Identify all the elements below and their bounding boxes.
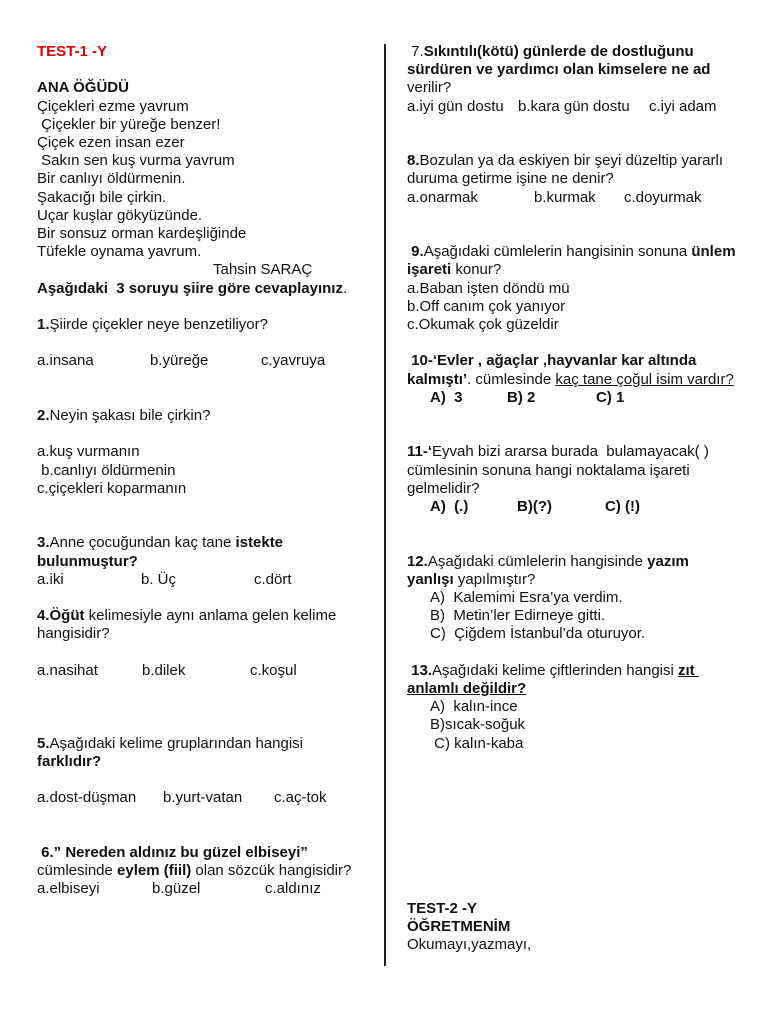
test2-section bbox=[407, 900, 747, 955]
question-4: 4.Öğüt kelimesiyle aynı anlama gelen kelime bbox=[37, 607, 337, 625]
question-8-options bbox=[407, 189, 747, 207]
option-c[interactable]: c.yavruya bbox=[261, 352, 326, 370]
question-3-options bbox=[37, 571, 372, 589]
option-b[interactable]: b.canlıyı öldürmenin bbox=[37, 461, 176, 479]
poem-line: Uçar kuşlar gökyüzünde. bbox=[37, 206, 203, 224]
option-c[interactable]: c.Okumak çok güzeldir bbox=[407, 315, 559, 333]
option-b[interactable]: b.dilek bbox=[142, 661, 186, 679]
question-9: 9.Aşağıdaki cümlelerin hangisinin sonuna ünlem bbox=[407, 243, 736, 261]
question-6: 6.” Nereden aldınız bu güzel elbiseyi” bbox=[37, 843, 308, 861]
left-column: TEST-1 -Y ANA ÖĞÜDÜ Çiçekleri ezme yavrum Çiçekler bir yüreğe benzer! Çiçek ezen insan ezer Sakın sen kuş vurma yavrum Bir canlıyı öldürmenin. Şakacığı bile çirkin. Uçar kuşlar gökyüzünde. Bir sonsuz orman kardeşliğinde Tüfekle oynama yavrum. Tahsin SARAÇ Aşağıdaki 3 soruyu şiire göre cevaplayınız. 1.Şiirde çiçekler neye benzetiliyor? a.insana b.yüreğe c.yavruya 2.Neyin şakası bile çirkin? a.kuş vurmanın b.canlıyı öldürmenin c.çiçekleri koparmanın 3.Anne çocuğundan kaç tane istekte bulunmuştur? a.iki b. Üç c.dört 4.Öğüt kelimesiyle aynı anlama gelen kelime hangisidir? a.nasihat b.dilek c.koşul 5.Aşağıdaki kelime gruplarından hangisi farklıdır? a.dost-düşman b.yurt-vatan c.aç-tok 6.” Nereden aldınız bu güzel elbiseyi” cümlesinde eylem (fiil) olan sözcük hangisidir? a.elbiseyi b.güzel c.aldınız bbox=[37, 43, 372, 898]
test2-poem-title: ÖĞRETMENİM bbox=[407, 918, 511, 936]
poem-line: Çiçekleri ezme yavrum bbox=[37, 97, 189, 115]
option-b[interactable]: b.yüreğe bbox=[150, 352, 209, 370]
question-12: 12.Aşağıdaki cümlelerin hangisinde yazım bbox=[407, 552, 689, 570]
question-6-options bbox=[37, 880, 372, 898]
poem-line: Bir sonsuz orman kardeşliğinde bbox=[37, 225, 247, 243]
question-5: 5.Aşağıdaki kelime gruplarından hangisi bbox=[37, 734, 303, 752]
option-c[interactable]: c.çiçekleri koparmanın bbox=[37, 479, 187, 497]
question-3: 3.Anne çocuğundan kaç tane istekte bbox=[37, 534, 284, 552]
option-a[interactable]: a.onarmak bbox=[407, 188, 478, 206]
option-c[interactable]: c.aldınız bbox=[265, 880, 321, 898]
test2-first-line: Okumayı,yazmayı, bbox=[407, 936, 532, 954]
column-divider bbox=[384, 44, 386, 966]
question-10-options bbox=[407, 389, 747, 407]
option-a[interactable]: a.kuş vurmanın bbox=[37, 443, 140, 461]
option-a[interactable]: A) (.) bbox=[430, 497, 469, 515]
option-c[interactable]: C) 1 bbox=[596, 388, 625, 406]
question-2: 2.Neyin şakası bile çirkin? bbox=[37, 406, 211, 424]
test1-title: TEST-1 -Y bbox=[37, 43, 108, 60]
option-a[interactable]: a.dost-düşman bbox=[37, 789, 137, 807]
test2-title: TEST-2 -Y bbox=[407, 900, 478, 917]
option-b[interactable]: b. Üç bbox=[141, 570, 177, 588]
option-c[interactable]: c.dört bbox=[254, 570, 292, 588]
poem-title: ANA ÖĞÜDÜ bbox=[37, 79, 129, 97]
option-c[interactable]: c.koşul bbox=[250, 661, 297, 679]
poem-line: Sakın sen kuş vurma yavrum bbox=[37, 152, 235, 170]
option-b[interactable]: b.yurt-vatan bbox=[163, 789, 243, 807]
option-a[interactable]: A) kalın-ince bbox=[430, 698, 518, 716]
poem-line: Şakacığı bile çirkin. bbox=[37, 188, 167, 206]
question-1-options bbox=[37, 352, 372, 370]
option-b[interactable]: B)(?) bbox=[517, 497, 552, 515]
poem-line: Tüfekle oynama yavrum. bbox=[37, 243, 202, 261]
question-11: 11-‘Eyvah bizi ararsa burada bulamayacak( ) bbox=[407, 443, 709, 461]
option-b[interactable]: b.kurmak bbox=[534, 188, 596, 206]
option-c[interactable]: C) (!) bbox=[605, 497, 640, 515]
option-b[interactable]: b.güzel bbox=[152, 880, 201, 898]
option-b[interactable]: b.Off canım çok yanıyor bbox=[407, 297, 566, 315]
question-11-options bbox=[407, 498, 747, 516]
option-a[interactable]: a.elbiseyi bbox=[37, 880, 100, 898]
option-a[interactable]: a.Baban işten döndü mü bbox=[407, 279, 570, 297]
option-b[interactable]: B) Metin’ler Edirneye gitti. bbox=[430, 607, 606, 625]
option-a[interactable]: A) Kalemimi Esra’ya verdim. bbox=[430, 588, 623, 606]
question-5-options bbox=[37, 789, 372, 807]
question-8: 8.Bozulan ya da eskiyen bir şeyi düzeltip yararlı bbox=[407, 152, 724, 170]
option-c[interactable]: C) Çiğdem İstanbul’da oturuyor. bbox=[430, 625, 646, 643]
question-7: 7.Sıkıntılı(kötü) günlerde de dostluğunu bbox=[407, 43, 694, 60]
poem-line: Çiçekler bir yüreğe benzer! bbox=[37, 115, 221, 133]
option-c[interactable]: C) kalın-kaba bbox=[430, 734, 524, 752]
right-column: 7.Sıkıntılı(kötü) günlerde de dostluğunu sürdüren ve yardımcı olan kimselere ne ad verilir? a.iyi gün dostu b.kara gün dostu c.iyi adam 8.Bozulan ya da eskiyen bir şeyi düzeltip yararlı duruma getirme işine ne denir? a.onarmak b.kurmak c.doyurmak 9.Aşağıdaki cümlelerin hangisinin sonuna ünlem işareti konur? a.Baban işten döndü mü b.Off canım çok yanıyor c.Okumak çok güzeldir 10-‘Evler , ağaçlar ,hayvanlar kar altında kalmıştı’. cümlesinde kaç tane çoğul isim vardır? A) 3 B) 2 C) 1 11-‘Eyvah bizi ararsa burada bulamayacak( ) cümlesinin sonuna hangi noktalama işareti gelmelidir? A) (.) B)(?) C) (!) 12.Aşağıdaki cümlelerin hangisinde yazım yanlışı yapılmıştır? A) Kalemimi Esra’ya verdim. B) Metin’ler Edirneye gitti. C) Çiğdem İstanbul’da oturuyor. 13.Aşağıdaki kelime çiftlerinden hangisi zıt anlamlı değildir? A) kalın-ince B)sıcak-soğuk C) kalın-kaba bbox=[407, 43, 747, 753]
option-a[interactable]: a.nasihat bbox=[37, 661, 98, 679]
option-c[interactable]: c.iyi adam bbox=[649, 97, 717, 115]
question-4-options bbox=[37, 662, 372, 680]
question-7-options bbox=[407, 98, 747, 116]
option-a[interactable]: a.insana bbox=[37, 352, 94, 370]
option-b[interactable]: B)sıcak-soğuk bbox=[430, 716, 526, 734]
option-b[interactable]: B) 2 bbox=[507, 388, 536, 406]
option-c[interactable]: c.doyurmak bbox=[624, 188, 702, 206]
poem-line: Bir canlıyı öldürmenin. bbox=[37, 170, 186, 188]
poet-name: Tahsin SARAÇ bbox=[213, 261, 313, 279]
poem-line: Çiçek ezen insan ezer bbox=[37, 134, 185, 151]
question-10: 10-‘Evler , ağaçlar ,hayvanlar kar altında bbox=[407, 352, 697, 370]
question-1: 1.Şiirde çiçekler neye benzetiliyor? bbox=[37, 316, 268, 334]
instruction: Aşağıdaki 3 soruyu şiire göre cevaplayınız bbox=[37, 279, 343, 297]
option-a[interactable]: a.iyi gün dostu bbox=[407, 97, 504, 115]
option-c[interactable]: c.aç-tok bbox=[274, 789, 327, 807]
question-13: 13.Aşağıdaki kelime çiftlerinden hangisi zıt bbox=[407, 661, 699, 679]
option-b[interactable]: b.kara gün dostu bbox=[518, 97, 630, 115]
option-a[interactable]: a.iki bbox=[37, 570, 64, 588]
option-a[interactable]: A) 3 bbox=[430, 388, 463, 406]
